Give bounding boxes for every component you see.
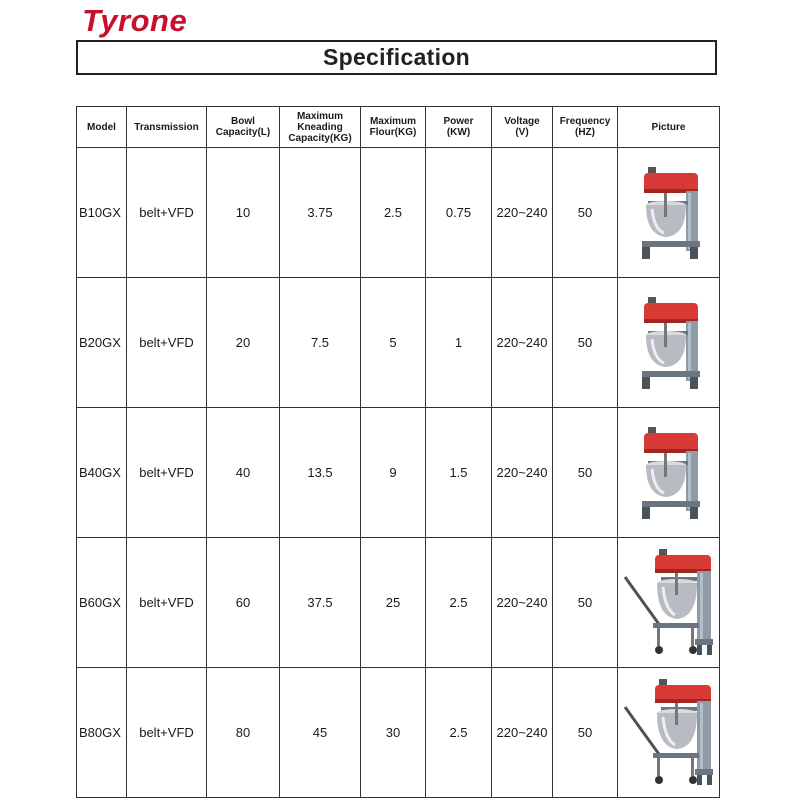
frequency-cell: 50 <box>553 668 618 798</box>
stand-mixer-with-trolley-icon <box>618 677 719 789</box>
header-picture: Picture <box>618 107 720 148</box>
brand-logo: Tyrone <box>82 3 188 38</box>
stand-mixer-icon <box>618 293 719 393</box>
header-power: Power (KW) <box>426 107 492 148</box>
table-row <box>77 278 720 408</box>
voltage-cell: 220~240 <box>492 538 553 668</box>
picture-cell <box>618 148 720 278</box>
voltage-cell: 220~240 <box>492 408 553 538</box>
kneading-capacity-cell: 7.5 <box>280 278 361 408</box>
header-row <box>77 107 720 148</box>
kneading-capacity-cell: 37.5 <box>280 538 361 668</box>
bowl-capacity-cell: 10 <box>207 148 280 278</box>
picture-cell <box>618 278 720 408</box>
model-cell: B80GX <box>77 668 127 798</box>
bowl-capacity-cell: 20 <box>207 278 280 408</box>
max-flour-cell: 30 <box>361 668 426 798</box>
header-transmission: Transmission <box>127 107 207 148</box>
table-row <box>77 148 720 278</box>
picture-cell <box>618 408 720 538</box>
power-cell: 2.5 <box>426 668 492 798</box>
kneading-capacity-cell: 13.5 <box>280 408 361 538</box>
max-flour-cell: 2.5 <box>361 148 426 278</box>
title-box <box>76 40 717 75</box>
stand-mixer-icon <box>618 423 719 523</box>
max-flour-cell: 9 <box>361 408 426 538</box>
frequency-cell: 50 <box>553 538 618 668</box>
table-row <box>77 408 720 538</box>
kneading-capacity-cell: 45 <box>280 668 361 798</box>
power-cell: 2.5 <box>426 538 492 668</box>
stand-mixer-icon <box>618 163 719 263</box>
transmission-cell: belt+VFD <box>127 668 207 798</box>
spec-table <box>76 106 720 798</box>
max-flour-cell: 25 <box>361 538 426 668</box>
frequency-cell: 50 <box>553 278 618 408</box>
header-kneading-capacity: Maximum Kneading Capacity(KG) <box>280 107 361 148</box>
stand-mixer-with-trolley-icon <box>618 547 719 659</box>
frequency-cell: 50 <box>553 148 618 278</box>
frequency-cell: 50 <box>553 408 618 538</box>
power-cell: 1.5 <box>426 408 492 538</box>
bowl-capacity-cell: 40 <box>207 408 280 538</box>
voltage-cell: 220~240 <box>492 148 553 278</box>
table-row <box>77 668 720 798</box>
header-model: Model <box>77 107 127 148</box>
voltage-cell: 220~240 <box>492 278 553 408</box>
header-max-flour: Maximum Flour(KG) <box>361 107 426 148</box>
header-voltage: Voltage (V) <box>492 107 553 148</box>
header-bowl-capacity: Bowl Capacity(L) <box>207 107 280 148</box>
header-frequency: Frequency (HZ) <box>553 107 618 148</box>
transmission-cell: belt+VFD <box>127 148 207 278</box>
model-cell: B10GX <box>77 148 127 278</box>
max-flour-cell: 5 <box>361 278 426 408</box>
kneading-capacity-cell: 3.75 <box>280 148 361 278</box>
transmission-cell: belt+VFD <box>127 408 207 538</box>
transmission-cell: belt+VFD <box>127 278 207 408</box>
table-row <box>77 538 720 668</box>
model-cell: B60GX <box>77 538 127 668</box>
power-cell: 0.75 <box>426 148 492 278</box>
page-title: Specification <box>322 44 471 70</box>
model-cell: B20GX <box>77 278 127 408</box>
voltage-cell: 220~240 <box>492 668 553 798</box>
transmission-cell: belt+VFD <box>127 538 207 668</box>
picture-cell <box>618 668 720 798</box>
power-cell: 1 <box>426 278 492 408</box>
picture-cell <box>618 538 720 668</box>
model-cell: B40GX <box>77 408 127 538</box>
bowl-capacity-cell: 60 <box>207 538 280 668</box>
bowl-capacity-cell: 80 <box>207 668 280 798</box>
